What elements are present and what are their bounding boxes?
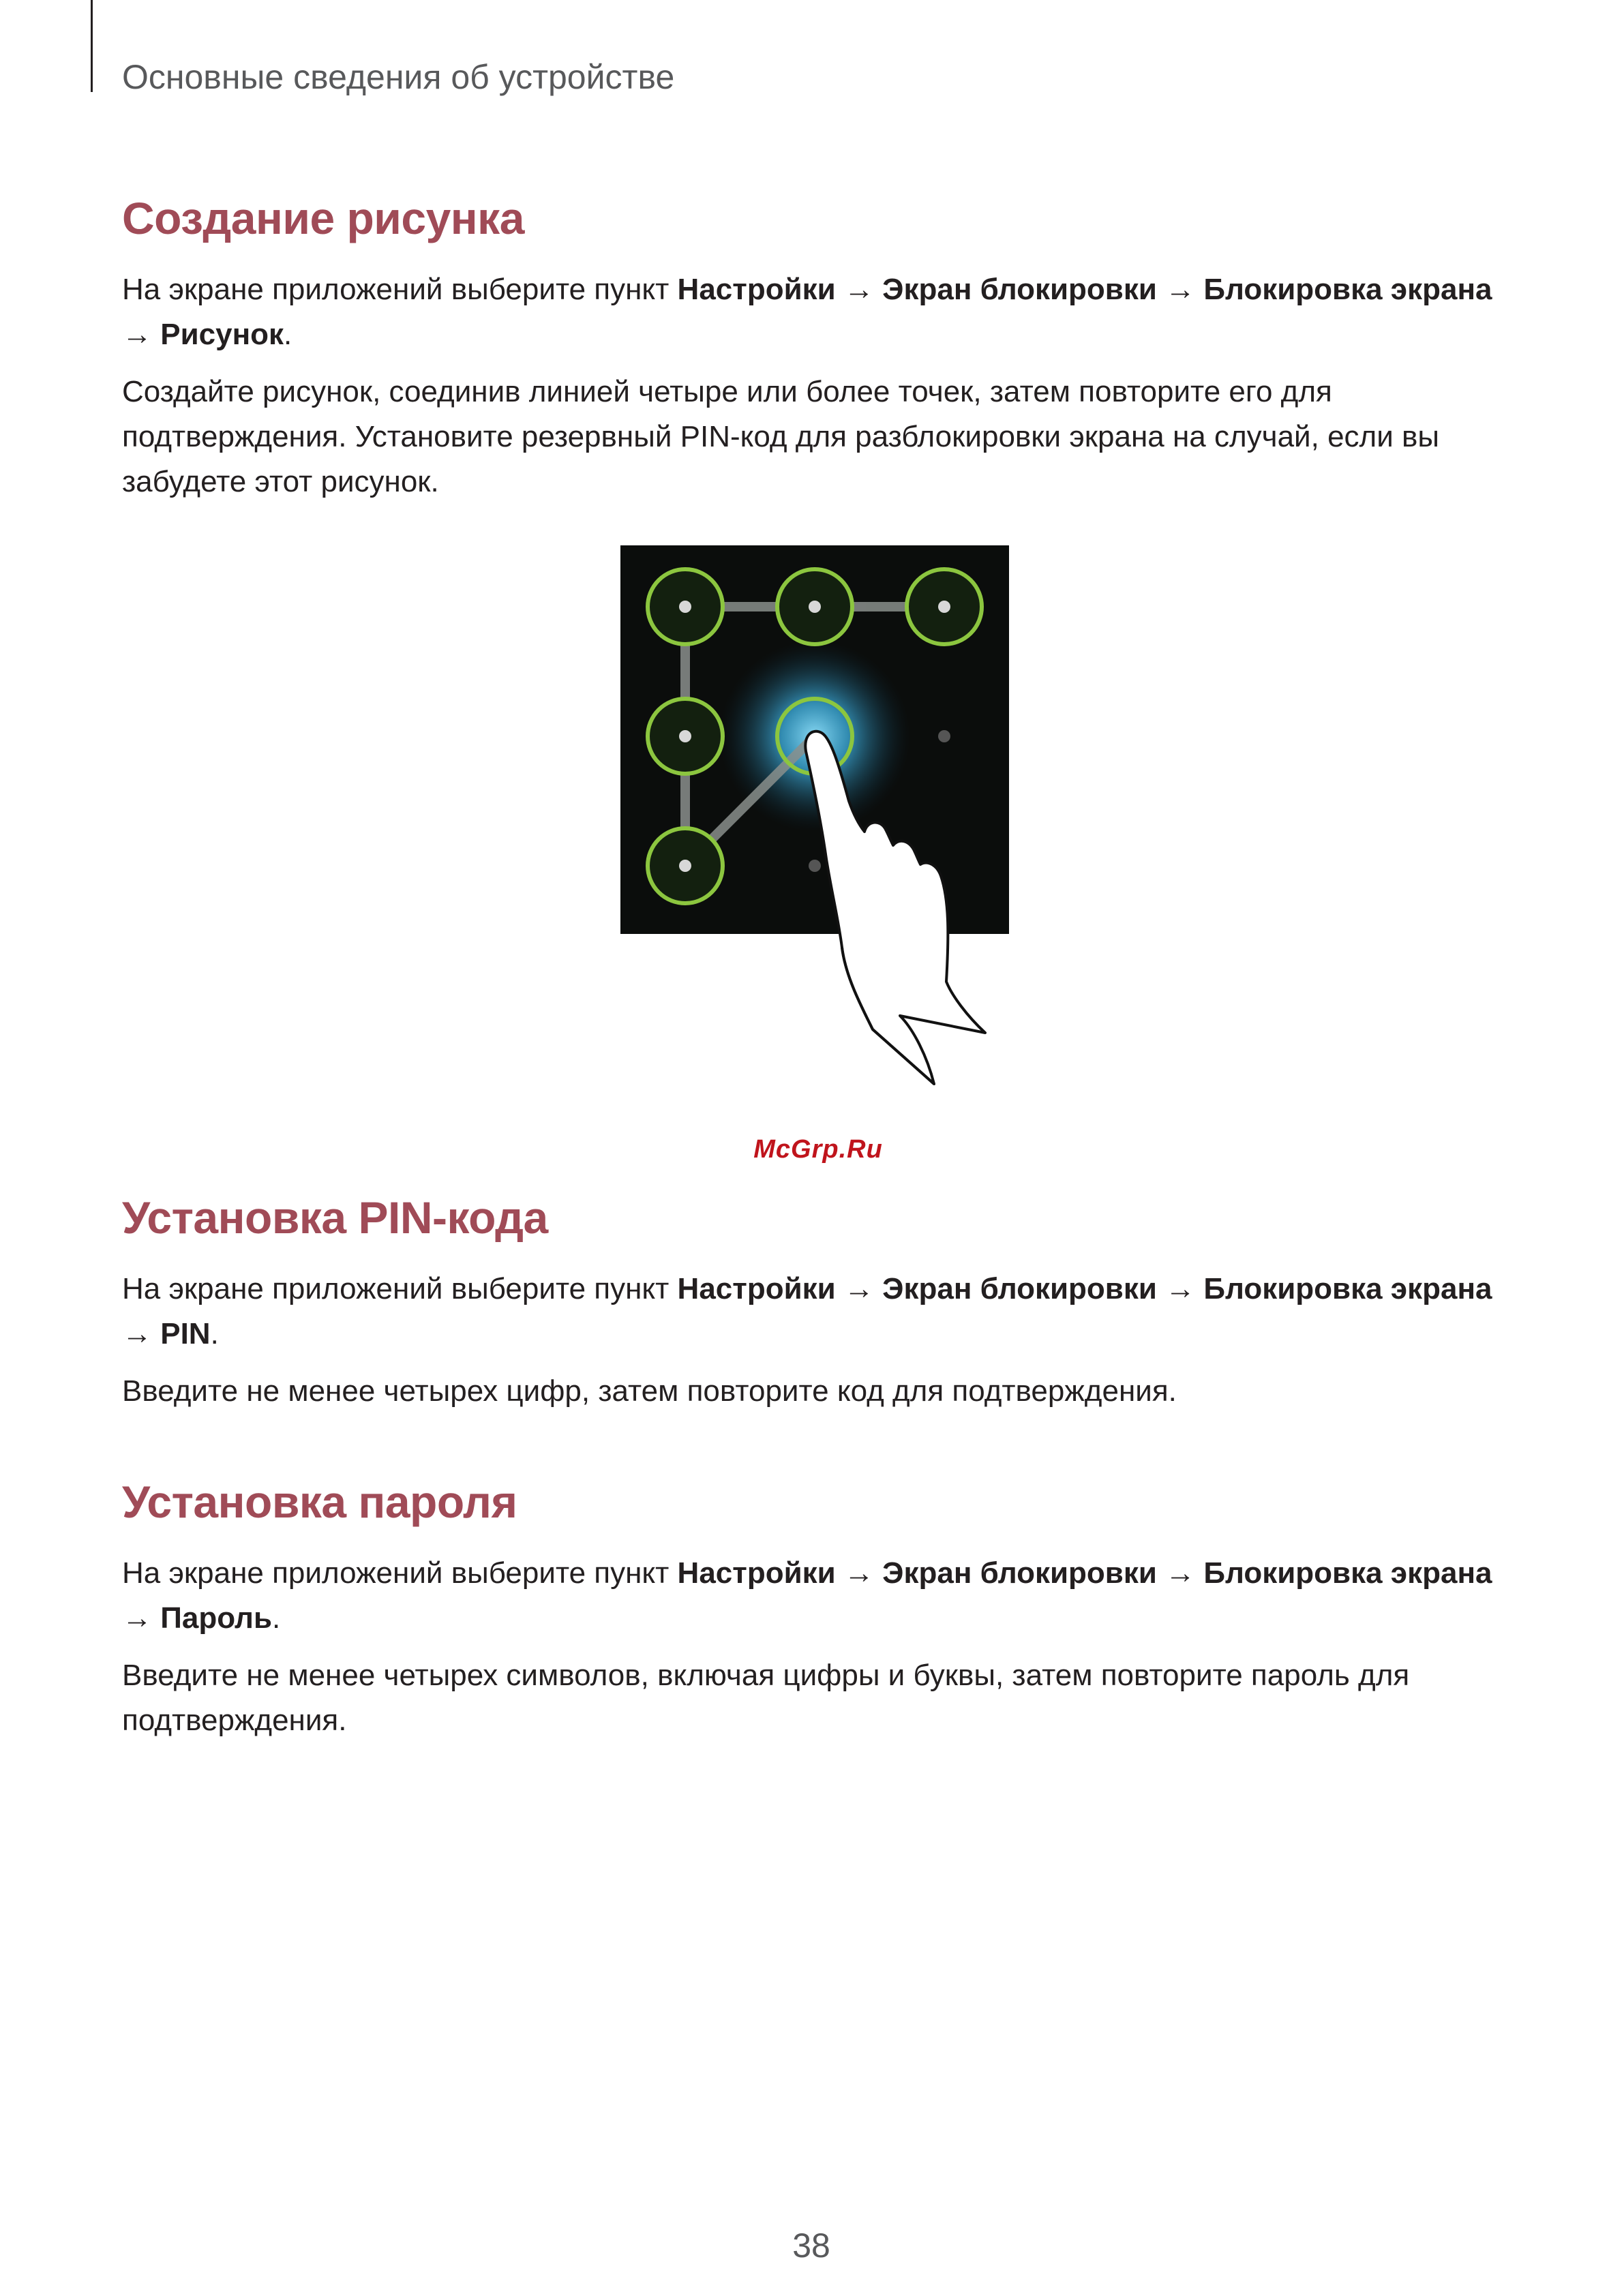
page-number: 38: [792, 2226, 830, 2265]
section-title-pattern: Создание рисунка: [122, 193, 524, 243]
body-text-password: Введите не менее четырех символов, включая цифры и буквы, затем повторите пароль для подтверждения.: [122, 1659, 1410, 1737]
figure-mask: [614, 934, 839, 1111]
path-instruction-pin: На экране приложений выберите пункт Настройки → Экран блокировки → Блокировка экрана → PIN.: [122, 1272, 1492, 1350]
running-header: Основные сведения об устройстве: [122, 58, 675, 96]
header-rule: [91, 0, 93, 92]
path-instruction-password: На экране приложений выберите пункт Настройки → Экран блокировки → Блокировка экрана → Пароль.: [122, 1556, 1492, 1635]
body-text-pin: Введите не менее четырех цифр, затем повторите код для подтверждения.: [122, 1374, 1177, 1408]
section-title-password: Установка пароля: [122, 1477, 517, 1527]
body-text-pattern: Создайте рисунок, соединив линией четыре или более точек, затем повторите его для подтверждения. Установите резервный PIN-код для разблокировки экрана на случай, если вы забудете этот рисунок.: [122, 375, 1440, 498]
watermark: McGrp.Ru: [753, 1135, 883, 1164]
pattern-lock-illustration: [614, 539, 1091, 1111]
section-title-pin: Установка PIN-кода: [122, 1192, 548, 1243]
path-instruction-pattern: На экране приложений выберите пункт Настройки → Экран блокировки → Блокировка экрана → Рисунок.: [122, 273, 1492, 351]
